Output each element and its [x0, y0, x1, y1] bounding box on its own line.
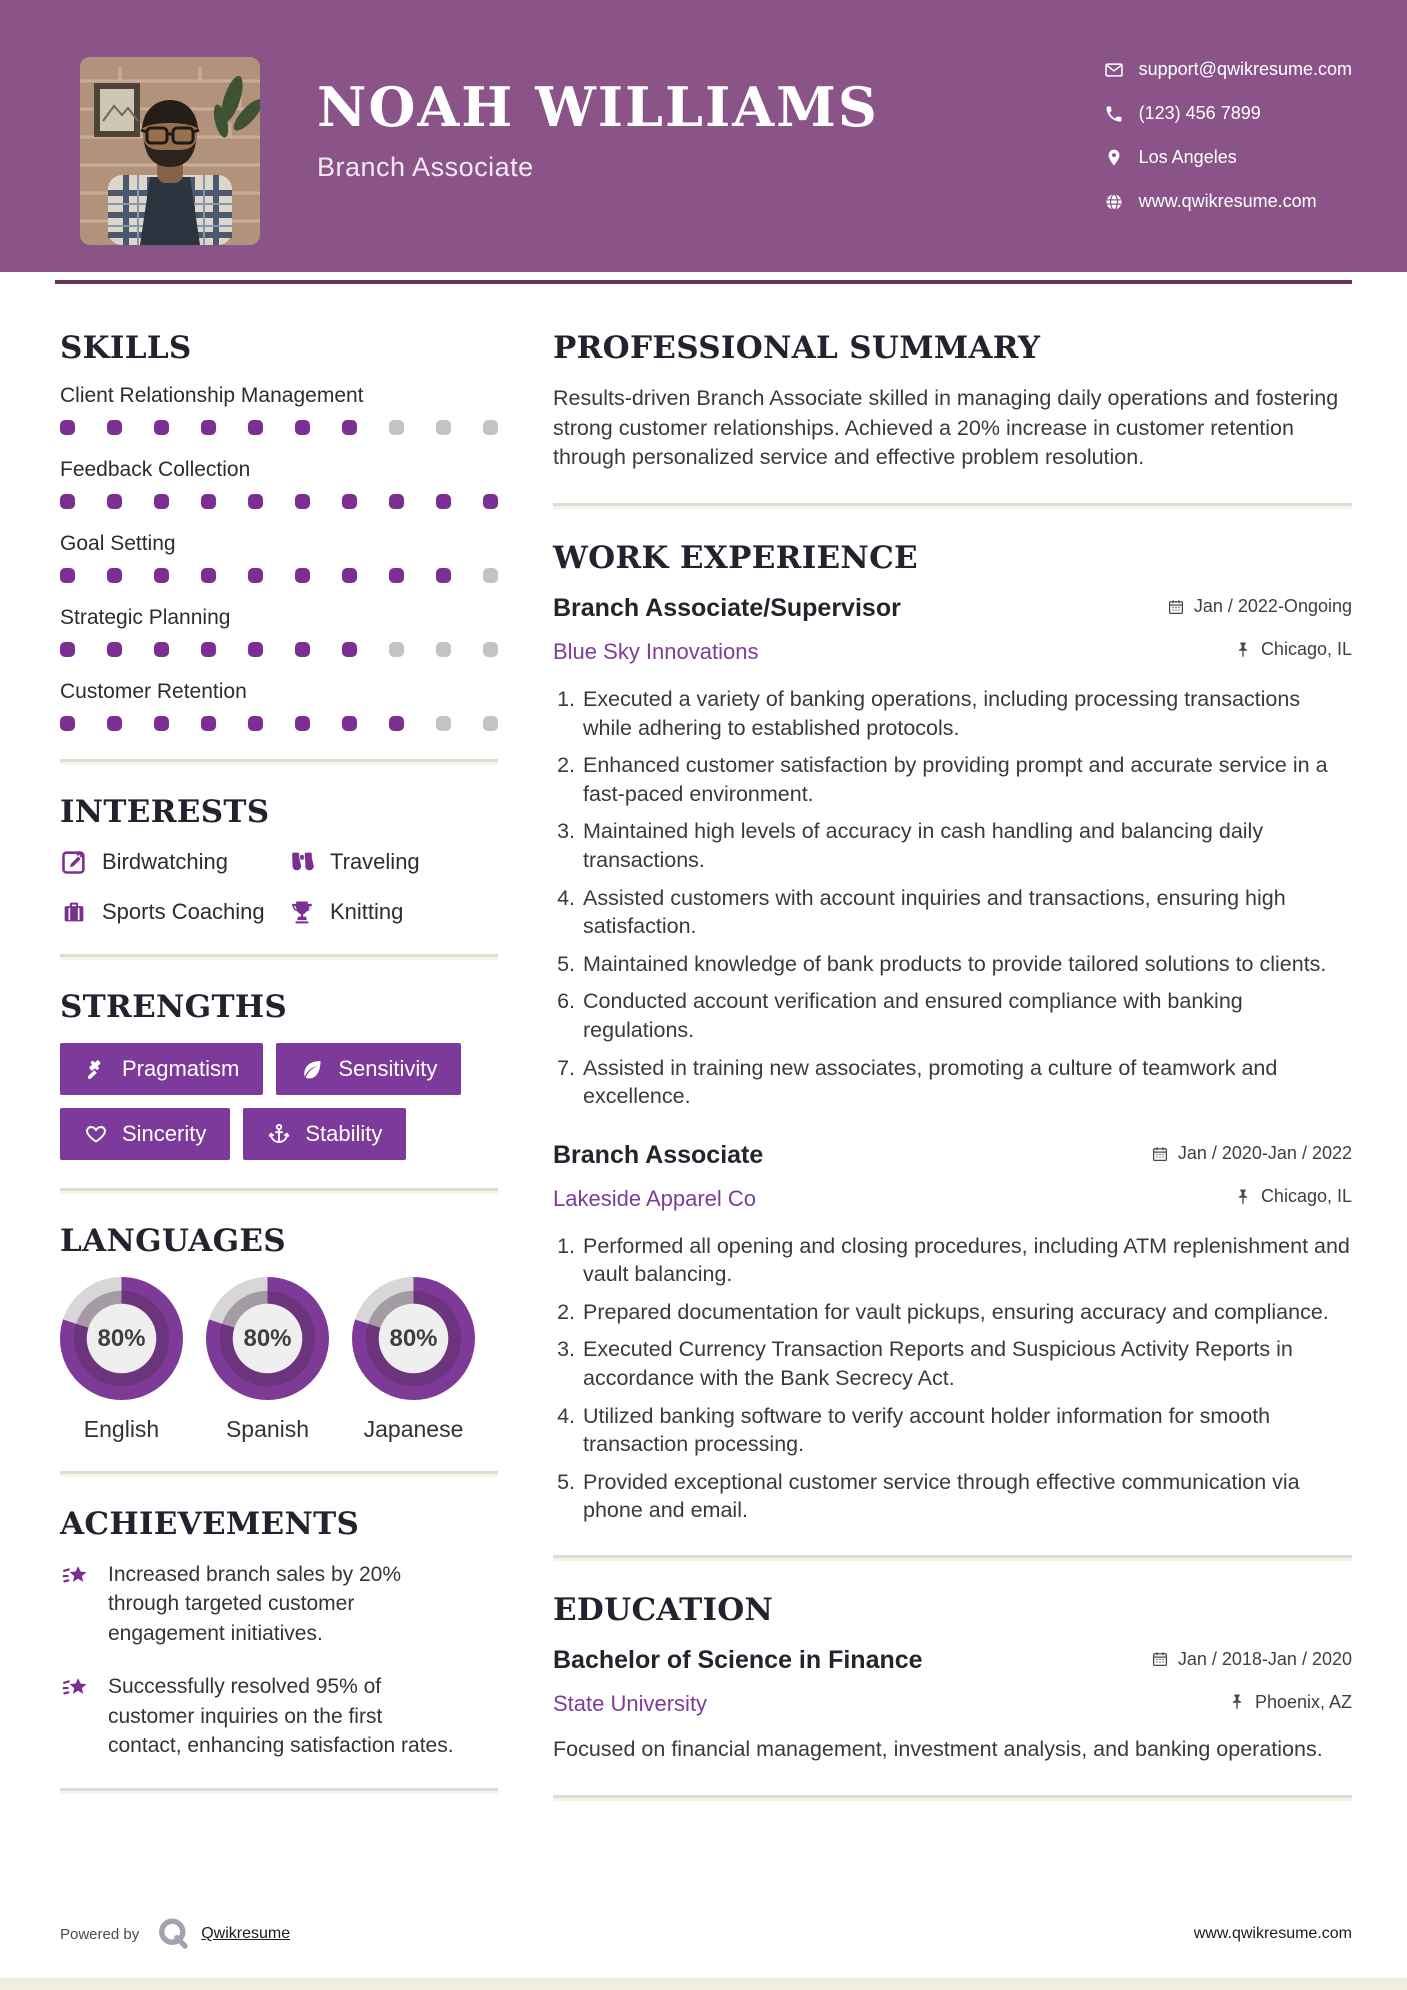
- interests-list: [60, 848, 498, 926]
- footer-website-link[interactable]: www.qwikresume.com: [1193, 1925, 1352, 1942]
- pushpin-icon: [1234, 641, 1252, 659]
- skill-label: Customer Retention: [60, 680, 247, 703]
- heart-icon: [84, 1122, 108, 1146]
- skill-dot-filled: [60, 716, 75, 731]
- contact-website-text: www.qwikresume.com: [1138, 191, 1317, 211]
- job-bullet: 3. Executed Currency Transaction Reports and Suspicious Activity Reports in accordance with the Bank Secrecy Act.: [581, 1335, 1352, 1392]
- interest-label: Sports Coaching: [102, 899, 265, 924]
- skill-label: Strategic Planning: [60, 606, 231, 629]
- section-divider: [553, 503, 1352, 506]
- skill-dot-empty: [436, 716, 451, 731]
- achievement-text: Successfully resolved 95% of customer inquiries on the first contact, enhancing satisfaction rates.: [108, 1675, 454, 1757]
- contact-email[interactable]: [1104, 59, 1352, 80]
- language-label: English: [83, 1416, 160, 1442]
- language-item: [60, 1277, 183, 1443]
- skill-rating: [60, 494, 498, 509]
- achievement-item: [60, 1560, 498, 1648]
- skill-dot-filled: [342, 716, 357, 731]
- skill-dot-empty: [389, 420, 404, 435]
- education-dates-text: Jan / 2018-Jan / 2020: [1177, 1648, 1352, 1669]
- languages-list: [60, 1277, 498, 1443]
- section-divider: [60, 759, 498, 762]
- section-divider: [60, 1188, 498, 1191]
- pushpin-icon: [1234, 1188, 1252, 1206]
- skill-dot-filled: [154, 716, 169, 731]
- company-link[interactable]: Lakeside Apparel Co: [553, 1185, 757, 1211]
- skill-dot-filled: [295, 642, 310, 657]
- skill-dot-filled: [107, 494, 122, 509]
- skill-dot-filled: [295, 494, 310, 509]
- binoculars-icon: [288, 848, 316, 876]
- phone-icon: [1104, 104, 1124, 124]
- profile-photo-illustration: [80, 57, 260, 245]
- job-bullet: 4. Assisted customers with account inquiries and transactions, ensuring high satisfaction.: [581, 884, 1352, 941]
- skill-dot-filled: [154, 420, 169, 435]
- job-bullet: 1. Executed a variety of banking operations, including processing transactions while adhering to established protocols.: [581, 685, 1352, 742]
- education-heading: EDUCATION: [553, 1592, 774, 1629]
- skill-dot-empty: [436, 642, 451, 657]
- language-item: [352, 1277, 475, 1443]
- interest-item: [288, 848, 498, 876]
- briefcase-icon: [60, 898, 88, 926]
- interest-label: Knitting: [330, 899, 404, 924]
- section-divider: [60, 1471, 498, 1474]
- skill-item: [60, 606, 498, 657]
- skill-rating: [60, 716, 498, 731]
- skill-item: [60, 680, 498, 731]
- skill-dot-empty: [483, 716, 498, 731]
- job-bullet: 2. Enhanced customer satisfaction by providing prompt and accurate service in a fast-paced environment.: [581, 751, 1352, 808]
- skill-item: [60, 384, 498, 435]
- skill-dot-filled: [154, 568, 169, 583]
- interests-heading: INTERESTS: [60, 794, 270, 830]
- qwikresume-logo-icon: [155, 1916, 191, 1952]
- language-percent: 80%: [243, 1324, 292, 1352]
- skill-dot-filled: [107, 420, 122, 435]
- interest-label: Birdwatching: [102, 849, 228, 874]
- contact-website[interactable]: [1104, 191, 1352, 212]
- leaf-icon: [300, 1057, 324, 1081]
- skill-dot-filled: [436, 494, 451, 509]
- skill-item: [60, 458, 498, 509]
- language-donut-chart: [352, 1277, 475, 1400]
- skill-dot-empty: [483, 568, 498, 583]
- skill-item: [60, 532, 498, 583]
- skill-dot-filled: [295, 716, 310, 731]
- job-title: Branch Associate/Supervisor: [553, 593, 901, 622]
- header-identity: [317, 75, 879, 183]
- education-description: Focused on financial management, investment analysis, and banking operations.: [553, 1737, 1323, 1762]
- job-headline: Branch Associate: [317, 151, 534, 182]
- skill-dot-filled: [107, 642, 122, 657]
- skill-dot-filled: [248, 568, 263, 583]
- skill-dot-filled: [342, 494, 357, 509]
- skill-label: Feedback Collection: [60, 458, 251, 481]
- skill-dot-filled: [201, 642, 216, 657]
- job-location: [1234, 639, 1352, 660]
- job-bullet: 5. Provided exceptional customer service through effective communication via phone and email.: [581, 1468, 1352, 1525]
- summary-heading: PROFESSIONAL SUMMARY: [553, 330, 1041, 366]
- education-location: [1228, 1692, 1352, 1713]
- skill-dot-filled: [248, 420, 263, 435]
- education-entry: [553, 1646, 1352, 1765]
- contact-location[interactable]: [1104, 147, 1352, 168]
- skill-dot-filled: [342, 568, 357, 583]
- languages-heading: LANGUAGES: [60, 1223, 286, 1259]
- skill-dot-filled: [342, 642, 357, 657]
- skill-rating: [60, 642, 498, 657]
- strength-tag: [60, 1108, 230, 1160]
- job-location: [1234, 1186, 1352, 1207]
- job-bullet: 3. Maintained high levels of accuracy in cash handling and balancing daily transactions.: [581, 817, 1352, 874]
- skill-dot-filled: [295, 420, 310, 435]
- achievement-text: Increased branch sales by 20% through targeted customer engagement initiatives.: [108, 1563, 402, 1645]
- strength-tag: [243, 1108, 406, 1160]
- job-dates: [1151, 1143, 1352, 1164]
- trophy-icon: [288, 898, 316, 926]
- skill-dot-filled: [248, 494, 263, 509]
- job-dates: [1167, 596, 1352, 617]
- strengths-heading: STRENGTHS: [60, 989, 288, 1025]
- section-divider: [60, 954, 498, 957]
- skill-dot-filled: [60, 494, 75, 509]
- shooting-star-icon: [60, 1674, 91, 1705]
- job-location-text: Chicago, IL: [1260, 1186, 1352, 1207]
- language-percent: 80%: [97, 1324, 146, 1352]
- skill-dot-filled: [107, 568, 122, 583]
- interest-item: [60, 898, 288, 926]
- strength-label: Stability: [305, 1121, 383, 1146]
- skill-label: Goal Setting: [60, 532, 176, 555]
- job-dates-text: Jan / 2022-Ongoing: [1193, 596, 1352, 617]
- skill-dot-filled: [201, 494, 216, 509]
- language-label: Japanese: [363, 1416, 464, 1442]
- section-divider: [553, 1795, 1352, 1798]
- anchor-icon: [267, 1122, 291, 1146]
- skill-dot-filled: [201, 420, 216, 435]
- skill-dot-filled: [60, 642, 75, 657]
- interest-label: Traveling: [330, 849, 420, 874]
- powered-by-label: Powered by: [60, 1925, 140, 1943]
- skill-dot-filled: [154, 494, 169, 509]
- profile-photo: [80, 57, 260, 245]
- right-column: [553, 330, 1352, 1832]
- job-title: Branch Associate: [553, 1140, 764, 1169]
- strength-label: Pragmatism: [122, 1056, 240, 1081]
- skill-dot-filled: [60, 420, 75, 435]
- strength-label: Sincerity: [122, 1121, 207, 1146]
- strength-tag: [276, 1043, 461, 1095]
- resume-body: [0, 284, 1407, 1916]
- skill-dot-filled: [201, 716, 216, 731]
- language-label: Spanish: [225, 1416, 310, 1442]
- skill-dot-filled: [248, 642, 263, 657]
- job-location-text: Chicago, IL: [1260, 639, 1352, 660]
- section-divider: [60, 1788, 498, 1791]
- page-title: NOAH WILLIAMS: [317, 75, 879, 139]
- achievements-heading: ACHIEVEMENTS: [60, 1506, 360, 1542]
- summary-text: Results-driven Branch Associate skilled in managing daily operations and fostering strong customer relationships. Achieved a 20% increase in customer retention through personalized service and effective problem resolution.: [553, 386, 1339, 470]
- gavel-icon: [84, 1057, 108, 1081]
- skill-dot-empty: [483, 642, 498, 657]
- skill-dot-empty: [436, 420, 451, 435]
- company-link[interactable]: Blue Sky Innovations: [553, 638, 759, 664]
- job-dates-text: Jan / 2020-Jan / 2022: [1177, 1143, 1352, 1164]
- calendar-icon: [1151, 1145, 1169, 1163]
- job-bullet-list: [553, 685, 1352, 1111]
- degree-title: Bachelor of Science in Finance: [553, 1646, 923, 1675]
- page-footer: [0, 1916, 1407, 1978]
- contact-location-text: Los Angeles: [1138, 147, 1237, 167]
- skill-rating: [60, 568, 498, 583]
- left-column: [60, 330, 498, 1823]
- contact-phone[interactable]: [1104, 103, 1352, 124]
- skill-dot-empty: [389, 642, 404, 657]
- skill-dot-filled: [295, 568, 310, 583]
- pushpin-icon: [1228, 1693, 1246, 1711]
- job-bullet-list: [553, 1232, 1352, 1525]
- location-icon: [1104, 148, 1124, 168]
- skill-dot-filled: [154, 642, 169, 657]
- skill-dot-filled: [483, 494, 498, 509]
- strengths-list: [60, 1043, 498, 1160]
- achievement-item: [60, 1672, 498, 1760]
- skill-dot-filled: [107, 716, 122, 731]
- language-donut-chart: [60, 1277, 183, 1400]
- contact-phone-text: (123) 456 7899: [1138, 103, 1261, 123]
- email-icon: [1104, 60, 1124, 80]
- contact-email-text: support@qwikresume.com: [1138, 59, 1352, 79]
- skill-dot-empty: [483, 420, 498, 435]
- interest-item: [288, 898, 498, 926]
- skill-dot-filled: [342, 420, 357, 435]
- shooting-star-icon: [60, 1562, 91, 1593]
- school-link[interactable]: State University: [553, 1691, 708, 1717]
- strength-tag: [60, 1043, 263, 1095]
- skill-dot-filled: [201, 568, 216, 583]
- skill-label: Client Relationship Management: [60, 384, 364, 407]
- skill-dot-filled: [436, 568, 451, 583]
- calendar-icon: [1151, 1650, 1169, 1668]
- globe-icon: [1104, 192, 1124, 212]
- skill-dot-filled: [389, 494, 404, 509]
- skills-heading: SKILLS: [60, 330, 192, 366]
- education-dates: [1151, 1649, 1352, 1670]
- language-percent: 80%: [389, 1324, 438, 1352]
- education-location-text: Phoenix, AZ: [1254, 1691, 1352, 1712]
- job-bullet: 6. Conducted account verification and ensured compliance with banking regulations.: [581, 987, 1352, 1044]
- job-bullet: 7. Assisted in training new associates, promoting a culture of teamwork and excellence.: [581, 1054, 1352, 1111]
- skill-rating: [60, 420, 498, 435]
- bottom-edge-strip: [0, 1978, 1407, 1990]
- section-divider: [553, 1555, 1352, 1558]
- job-bullet: 1. Performed all opening and closing procedures, including ATM replenishment and vault balancing.: [581, 1232, 1352, 1289]
- job-bullet: 4. Utilized banking software to verify account holder information for smooth transaction processing.: [581, 1402, 1352, 1459]
- skill-dot-filled: [389, 568, 404, 583]
- language-donut-chart: [206, 1277, 329, 1400]
- interest-item: [60, 848, 288, 876]
- skill-dot-filled: [60, 568, 75, 583]
- job-bullet: 2. Prepared documentation for vault pickups, ensuring accuracy and compliance.: [581, 1298, 1352, 1327]
- experience-heading: WORK EXPERIENCE: [553, 539, 918, 576]
- job-entry: [553, 594, 1352, 1111]
- header-banner: [0, 0, 1407, 272]
- contact-block: [1104, 59, 1352, 212]
- calendar-icon: [1167, 598, 1185, 616]
- skill-dot-filled: [248, 716, 263, 731]
- language-item: [206, 1277, 329, 1443]
- skill-dot-filled: [389, 716, 404, 731]
- job-bullet: 5. Maintained knowledge of bank products to provide tailored solutions to clients.: [581, 950, 1352, 979]
- qwikresume-link[interactable]: Qwikresume: [201, 1925, 291, 1942]
- job-entry: [553, 1141, 1352, 1525]
- strength-label: Sensitivity: [338, 1056, 438, 1081]
- pen-square-icon: [60, 848, 88, 876]
